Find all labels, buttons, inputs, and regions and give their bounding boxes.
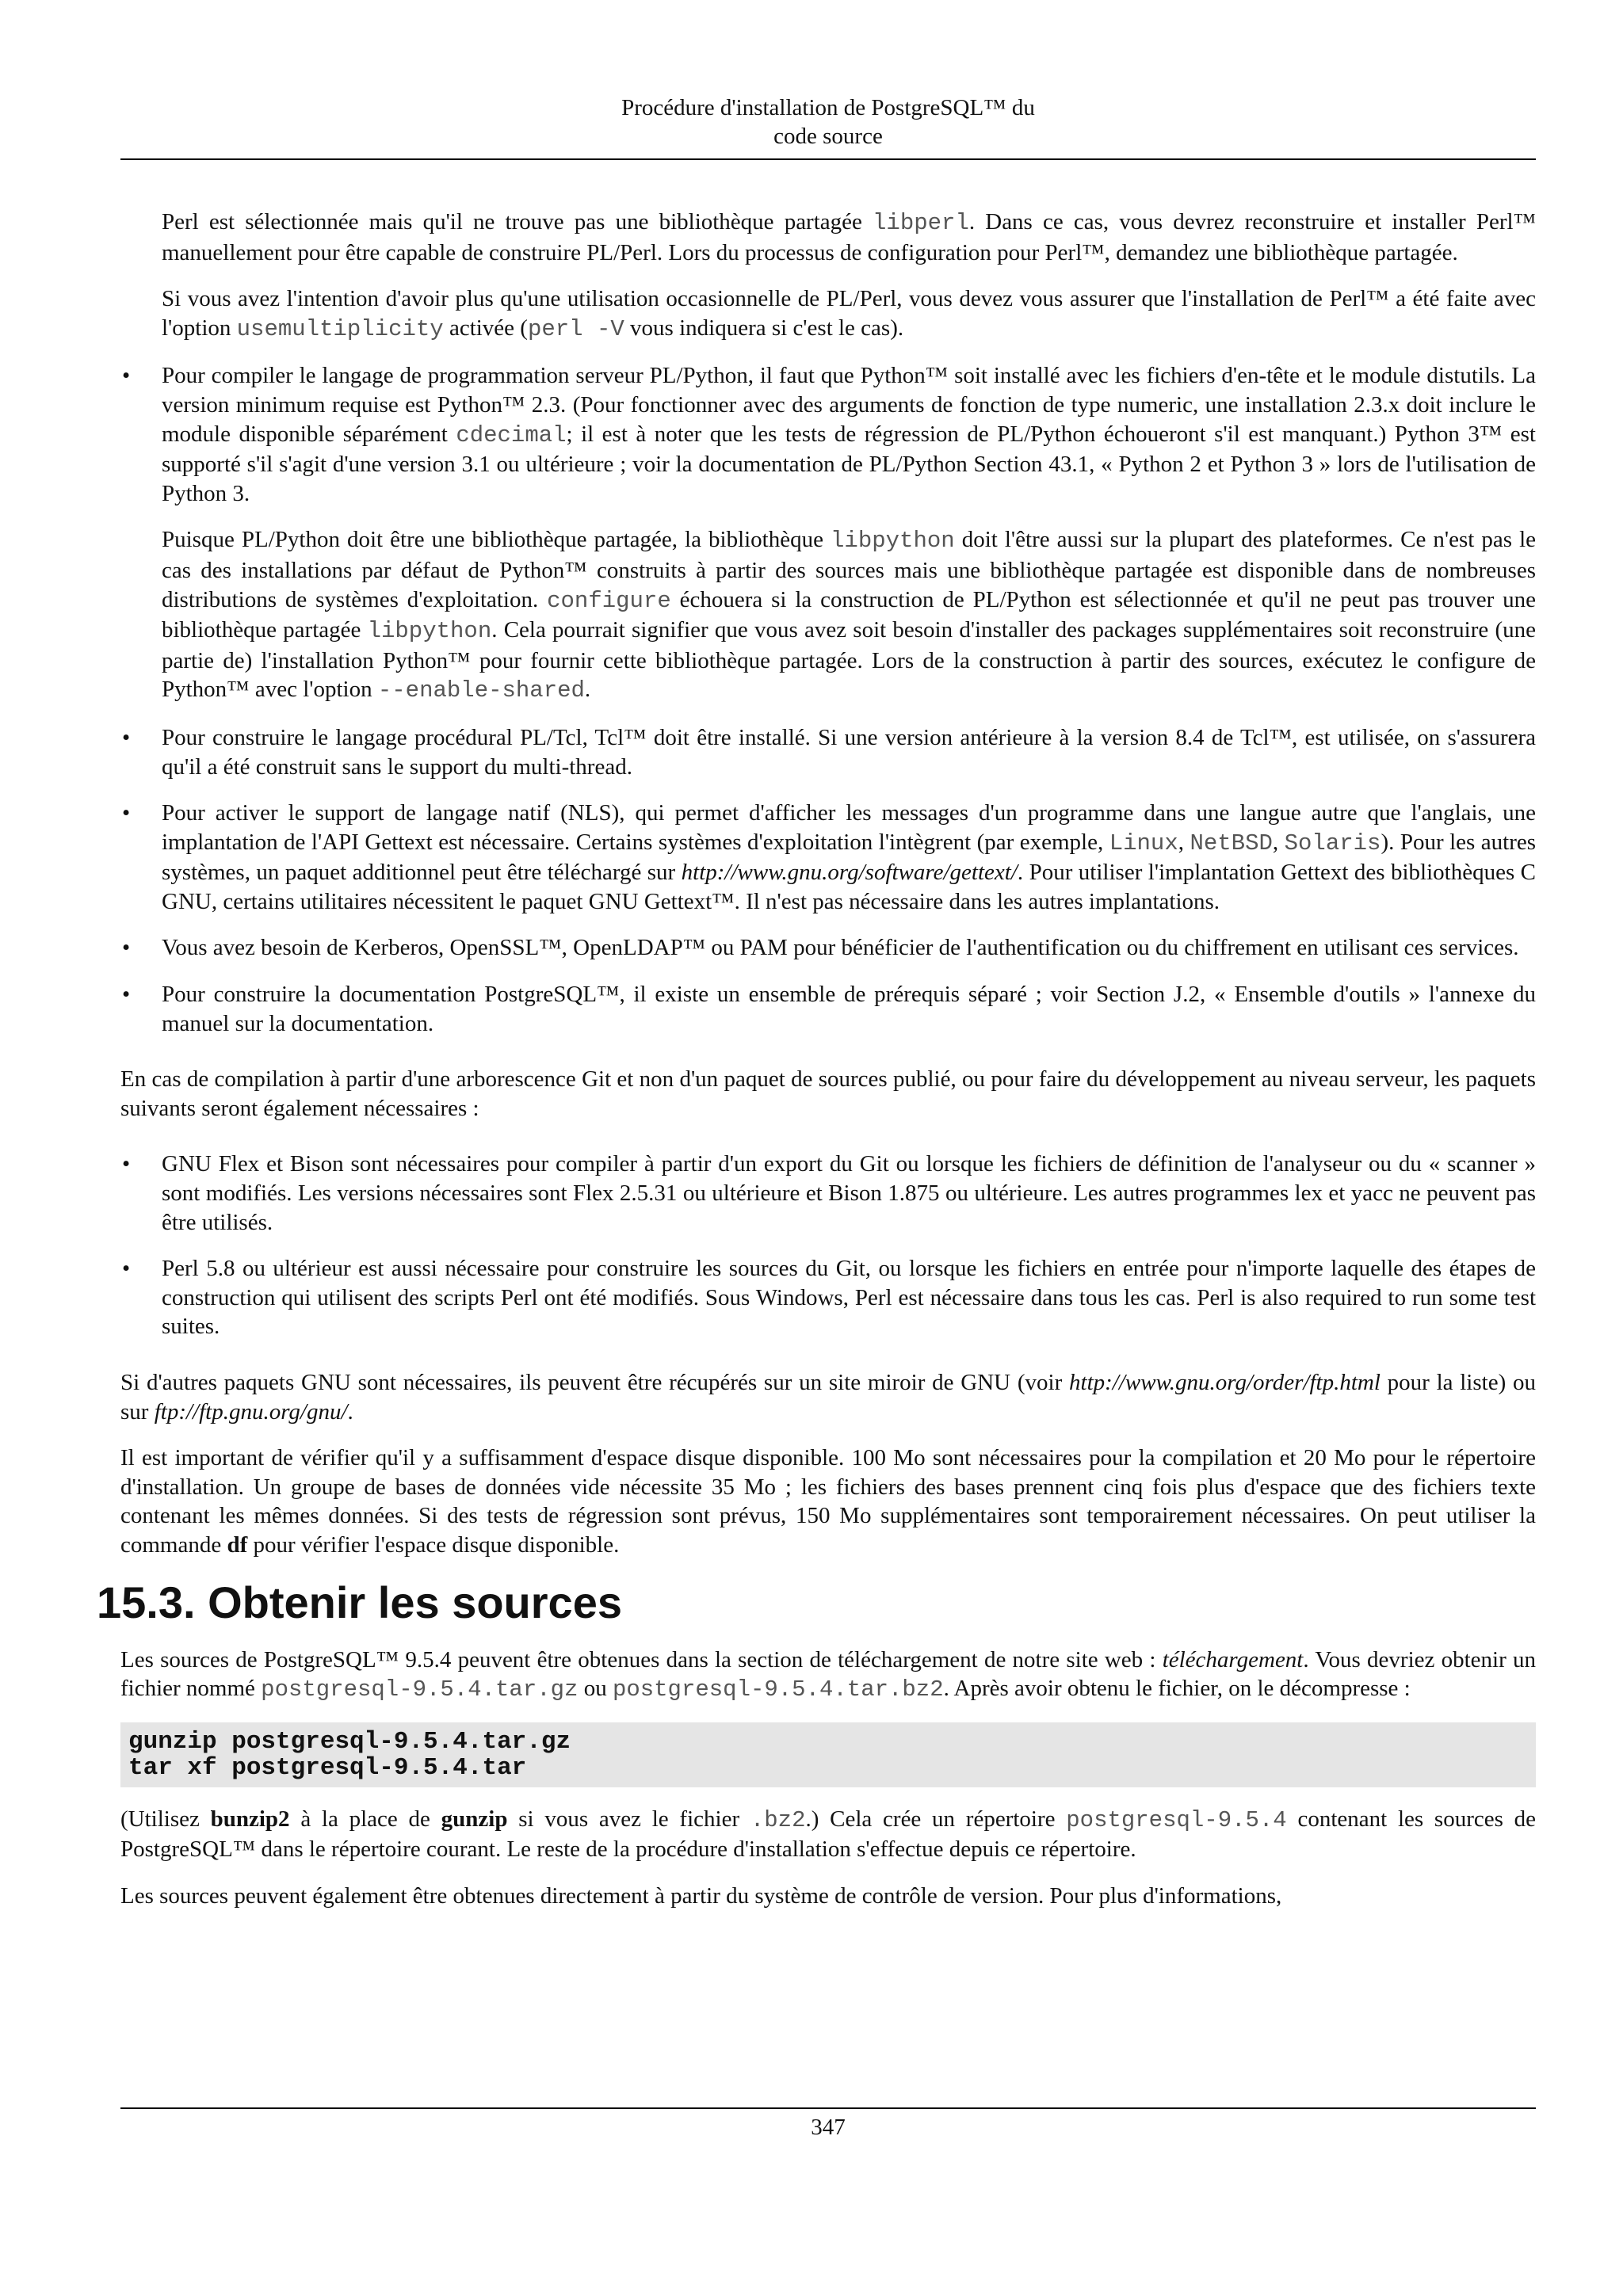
spacer: [120, 1055, 1536, 1065]
perl-multiplicity-paragraph: Si vous avez l'intention d'avoir plus qu'une utilisation occasionnelle de PL/Perl, vous devez vous assurer que l'installation de Perl™ a été faite avec l'option usemultiplicity activée (perl -V vous indiquera si c'est le cas).: [162, 286, 1536, 342]
header-rule: [120, 158, 1536, 160]
code-linux: Linux: [1109, 830, 1178, 856]
code-libperl: libperl: [873, 210, 969, 236]
code-libpython: libpython: [831, 528, 955, 555]
code-cdecimal: cdecimal: [456, 421, 567, 448]
nls-paragraph: Pour activer le support de langage natif (NLS), qui permet d'afficher les messages d'un programme dans une langue autre que l'anglais, une implantation de l'API Gettext est nécessaire. Certains systèmes d'exploitation l'intègrent (par exemple, Linux, NetBSD, Solaris). Pour les autres systèmes, un paquet additionnel peut être téléchargé sur http://www.gnu.org/software/gettext/. Pour utiliser l'implantation Gettext des bibliothèques C GNU, certains utilitaires nécessitent le paquet GNU Gettext™. Il n'est pas nécessaire dans les autres implantations.: [162, 800, 1537, 914]
command-df: df: [227, 1531, 248, 1558]
page-content: [97, 208, 1537, 1928]
docs-paragraph: Pour construire la documentation PostgreSQL™, il existe un ensemble de prérequis séparé ; voir Section J.2, « Ensemble d'outils » l'annexe du manuel sur la documentation.: [162, 982, 1536, 1036]
code-libpython-2: libpython: [367, 618, 492, 645]
git-intro-paragraph: En cas de compilation à partir d'une arborescence Git et non d'un paquet de sources publié, ou pour faire du développement au niveau serveur, les paquets suivants seront également nécessaires :: [120, 1066, 1536, 1121]
sources-paragraph: Les sources de PostgreSQL™ 9.5.4 peuvent être obtenues dans la section de téléchargement de notre site web : téléchargement. Vous devriez obtenir un fichier nommé postgresql-9.5.4.tar.gz ou postgresql-9.5.4.tar.bz2. Après avoir obtenu le fichier, on le décompresse :: [120, 1646, 1536, 1703]
bunzip-paragraph: (Utilisez bunzip2 à la place de gunzip si vous avez le fichier .bz2.) Cela crée un répertoire postgresql-9.5.4 contenant les sources de PostgreSQL™ dans le répertoire courant. Le reste de la procédure d'installation s'effectue depuis ce répertoire.: [120, 1806, 1537, 1863]
bullet-icon: •: [122, 982, 131, 1008]
list-item-python: [122, 361, 1537, 706]
command-bunzip2: bunzip2: [210, 1806, 290, 1832]
header-line-1: Procédure d'installation de PostgreSQL™ du: [621, 95, 1035, 120]
spacer: [120, 1359, 1536, 1368]
disk-space-paragraph: Il est important de vérifier qu'il y a suffisamment d'espace disque disponible. 100 Mo sont nécessaires pour la compilation et 20 Mo pour le répertoire d'installation. Un groupe de bases de données vide nécessite 35 Mo ; les fichiers des bases prennent cinq fois plus d'espace que des fichiers texte contenant les mêmes données. Si des tests de régression sont prévus, 150 Mo supplémentaires sont temporairement nécessaires. On peut utiliser la commande df pour vérifier l'espace disque disponible.: [120, 1445, 1536, 1558]
bullet-icon: •: [122, 724, 131, 750]
tcl-paragraph: Pour construire le langage procédural PL/Tcl, Tcl™ doit être installé. Si une version antérieure à la version 8.4 de Tcl™, est utilisée, on s'assurera qu'il a été construit sans le support du multi-thread.: [162, 724, 1536, 780]
list-item-kerberos: [122, 933, 1536, 963]
kerberos-paragraph: Vous avez besoin de Kerberos, OpenSSL™, OpenLDAP™ ou PAM pour bénéficier de l'authentification ou du chiffrement en utilisant ces services.: [162, 935, 1519, 961]
link-gnu-order[interactable]: http://www.gnu.org/order/ftp.html: [1069, 1370, 1381, 1395]
python-paragraph-1: Pour compiler le langage de programmation serveur PL/Python, il faut que Python™ soit installé avec les fichiers d'en-tête et le module distutils. La version minimum requise est Python™ 2.3. (Pour fonctionner avec des arguments de fonction de type numeric, une installation 2.3.x doit inclure le module disponible séparément cdecimal; il est à noter que les tests de régression de PL/Python échoueront s'il est manquant.) Python 3™ est supporté s'il s'agit d'une version 3.1 ou ultérieure ; voir la documentation de PL/Python Section 43.1, « Python 2 et Python 3 » lors de l'utilisation de Python 3.: [162, 363, 1536, 506]
bullet-icon: •: [122, 935, 131, 961]
command-gunzip: gunzip: [441, 1806, 508, 1832]
spacer: [120, 1140, 1536, 1150]
gnu-mirror-paragraph: Si d'autres paquets GNU sont nécessaires, ils peuvent être récupérés sur un site miroir de GNU (voir http://www.gnu.org/order/ftp.html pour la liste) ou sur ftp://ftp.gnu.org/gnu/.: [120, 1370, 1536, 1425]
section-title: 15.3. Obtenir les sources: [97, 1577, 622, 1627]
code-solaris: Solaris: [1284, 830, 1381, 856]
flex-paragraph: GNU Flex et Bison sont nécessaires pour compiler à partir d'un export du Git ou lorsque les fichiers de définition de l'analyseur ou du « scanner » sont modifiés. Les versions nécessaires sont Flex 2.5.31 ou ultérieure et Bison 1.875 ou ultérieure. Les autres programmes lex et yacc ne peuvent pas être utilisés.: [162, 1151, 1536, 1235]
list-item-perl58: [122, 1254, 1536, 1341]
bullet-icon: •: [122, 1256, 131, 1282]
code-perl-v: perl -V: [527, 315, 624, 342]
list-item-docs: [122, 980, 1536, 1038]
code-netbsd: NetBSD: [1190, 830, 1273, 856]
page-number: 347: [811, 2115, 846, 2140]
list-item-nls: [122, 799, 1537, 916]
link-gettext[interactable]: http://www.gnu.org/software/gettext/: [681, 860, 1018, 886]
list-item-tcl: [122, 723, 1536, 781]
running-header: [120, 93, 1536, 151]
link-telechargement[interactable]: téléchargement: [1162, 1646, 1304, 1672]
code-source-dir: postgresql-9.5.4: [1066, 1806, 1287, 1833]
python-paragraph-2: Puisque PL/Python doit être une bibliothèque partagée, la bibliothèque libpython doit l'être aussi sur la plupart des plateformes. Ce n'est pas le cas des installations par défaut de Python™ construits à partir des sources mais une bibliothèque partagée est disponible dans de nombreuses distributions de systèmes d'exploitation. configure échouera si la construction de PL/Python est sélectionnée et qu'il ne peut pas trouver une bibliothèque partagée libpython. Cela pourrait signifier que vous avez soit besoin d'installer des packages supplémentaires soit reconstruire (une partie de) l'installation Python™ pour fournir cette bibliothèque partagée. Lors de la construction à partir des sources, exécutez le configure de Python™ avec l'option --enable-shared.: [162, 527, 1537, 704]
vcs-paragraph: Les sources peuvent également être obtenues directement à partir du système de contrôle de version. Pour plus d'informations,: [120, 1882, 1282, 1909]
bullet-icon: •: [122, 800, 131, 826]
perl-libperl-paragraph: Perl est sélectionnée mais qu'il ne trouve pas une bibliothèque partagée libperl. Dans ce cas, vous devrez reconstruire et installer Perl™ manuellement pour être capable de construire PL/Perl. Lors du processus de configuration pour Perl™, demandez une bibliothèque partagée.: [162, 209, 1536, 265]
list-item-flex-bison: [122, 1150, 1536, 1237]
bullet-icon: •: [122, 363, 131, 389]
code-tar-bz2: postgresql-9.5.4.tar.bz2: [612, 1676, 944, 1703]
header-line-2: code source: [773, 124, 883, 149]
link-gnu-ftp[interactable]: ftp://ftp.gnu.org/gnu/: [154, 1398, 348, 1425]
code-usemultiplicity: usemultiplicity: [236, 315, 444, 342]
code-configure: configure: [547, 587, 671, 614]
code-block: gunzip postgresql-9.5.4.tar.gz tar xf postgresql-9.5.4.tar: [120, 1722, 1536, 1787]
code-bz2: .bz2: [750, 1806, 806, 1833]
perl58-paragraph: Perl 5.8 ou ultérieur est aussi nécessaire pour construire les sources du Git, ou lorsque les fichiers en entrée pour n'importe laquelle des étapes de construction qui utilisent des scripts Perl ont été modifiés. Sous Windows, Perl est nécessaire dans tous les cas. Perl is also required to run some test suites.: [162, 1256, 1536, 1340]
code-tar-gz: postgresql-9.5.4.tar.gz: [261, 1676, 579, 1703]
bullet-icon: •: [122, 1151, 131, 1177]
code-enable-shared: --enable-shared: [377, 677, 585, 704]
footer-rule: [120, 2107, 1536, 2109]
